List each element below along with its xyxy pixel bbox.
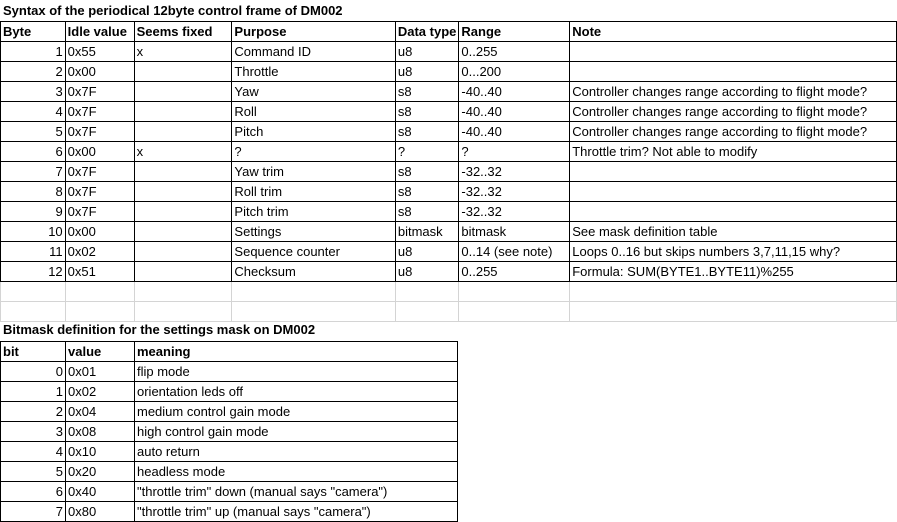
table-row bbox=[1, 82, 897, 102]
empty-cell[interactable] bbox=[134, 302, 232, 322]
idle-value-cell[interactable]: 0x55 bbox=[65, 42, 134, 62]
bit-cell[interactable]: 6 bbox=[1, 482, 66, 502]
data-type-cell[interactable]: s8 bbox=[395, 102, 459, 122]
seems-fixed-cell[interactable] bbox=[134, 122, 232, 142]
purpose-cell[interactable]: Roll bbox=[232, 102, 395, 122]
table-row bbox=[1, 262, 897, 282]
purpose-header[interactable]: Purpose bbox=[232, 22, 395, 42]
seems-fixed-cell[interactable] bbox=[134, 82, 232, 102]
range-cell[interactable]: 0...200 bbox=[459, 62, 570, 82]
idle-value-cell[interactable]: 0x7F bbox=[65, 102, 134, 122]
meaning-header[interactable]: meaning bbox=[135, 342, 458, 362]
table-row bbox=[1, 462, 458, 482]
bit-cell[interactable]: 0 bbox=[1, 362, 66, 382]
idle-value-cell[interactable]: 0x00 bbox=[65, 62, 134, 82]
table-row bbox=[1, 402, 458, 422]
note-header[interactable]: Note bbox=[570, 22, 897, 42]
empty-cell[interactable] bbox=[570, 282, 897, 302]
bit-cell[interactable]: 2 bbox=[1, 402, 66, 422]
value-cell[interactable]: 0x10 bbox=[66, 442, 135, 462]
data-type-cell[interactable]: u8 bbox=[395, 242, 459, 262]
range-cell[interactable]: -40..40 bbox=[459, 102, 570, 122]
note-cell[interactable] bbox=[570, 182, 897, 202]
seems-fixed-cell[interactable] bbox=[134, 242, 232, 262]
bit-cell[interactable]: 1 bbox=[1, 382, 66, 402]
data-type-cell[interactable]: bitmask bbox=[395, 222, 459, 242]
value-cell[interactable]: 0x08 bbox=[66, 422, 135, 442]
purpose-cell[interactable]: Throttle bbox=[232, 62, 395, 82]
note-cell[interactable]: Formula: SUM(BYTE1..BYTE11)%255 bbox=[570, 262, 897, 282]
bit-cell[interactable]: 5 bbox=[1, 462, 66, 482]
meaning-cell[interactable]: "throttle trim" down (manual says "camera") bbox=[135, 482, 458, 502]
idle-value-cell[interactable]: 0x7F bbox=[65, 122, 134, 142]
empty-cell[interactable] bbox=[1, 302, 66, 322]
note-cell[interactable]: Controller changes range according to flight mode? bbox=[570, 102, 897, 122]
idle-value-cell[interactable]: 0x7F bbox=[65, 82, 134, 102]
data-type-cell[interactable]: s8 bbox=[395, 182, 459, 202]
data-type-header[interactable]: Data type bbox=[395, 22, 459, 42]
table-row bbox=[1, 42, 897, 62]
byte-cell[interactable]: 11 bbox=[1, 242, 66, 262]
byte-cell[interactable]: 9 bbox=[1, 202, 66, 222]
meaning-cell[interactable]: headless mode bbox=[135, 462, 458, 482]
seems-fixed-cell[interactable] bbox=[134, 102, 232, 122]
meaning-cell[interactable]: "throttle trim" up (manual says "camera") bbox=[135, 502, 458, 522]
byte-cell[interactable]: 5 bbox=[1, 122, 66, 142]
purpose-cell[interactable]: Roll trim bbox=[232, 182, 395, 202]
note-cell[interactable]: See mask definition table bbox=[570, 222, 897, 242]
data-type-cell[interactable]: ? bbox=[395, 142, 459, 162]
seems-fixed-cell[interactable] bbox=[134, 162, 232, 182]
range-cell[interactable]: ? bbox=[459, 142, 570, 162]
table-row bbox=[1, 362, 458, 382]
value-cell[interactable]: 0x02 bbox=[66, 382, 135, 402]
table-row bbox=[1, 102, 897, 122]
byte-cell[interactable]: 7 bbox=[1, 162, 66, 182]
idle-value-cell[interactable]: 0x51 bbox=[65, 262, 134, 282]
range-cell[interactable]: -32..32 bbox=[459, 162, 570, 182]
meaning-cell[interactable]: high control gain mode bbox=[135, 422, 458, 442]
seems-fixed-cell[interactable]: x bbox=[134, 42, 232, 62]
idle-value-cell[interactable]: 0x02 bbox=[65, 242, 134, 262]
byte-cell[interactable]: 10 bbox=[1, 222, 66, 242]
purpose-cell[interactable]: Yaw trim bbox=[232, 162, 395, 182]
note-cell[interactable]: Loops 0..16 but skips numbers 3,7,11,15 why? bbox=[570, 242, 897, 262]
empty-cell[interactable] bbox=[65, 282, 134, 302]
byte-cell[interactable]: 8 bbox=[1, 182, 66, 202]
seems-fixed-cell[interactable] bbox=[134, 202, 232, 222]
value-cell[interactable]: 0x40 bbox=[66, 482, 135, 502]
bitmask-table-title: Bitmask definition for the settings mask on DM002 bbox=[3, 322, 316, 337]
byte-cell[interactable]: 1 bbox=[1, 42, 66, 62]
note-cell[interactable]: Controller changes range according to flight mode? bbox=[570, 82, 897, 102]
bit-header[interactable]: bit bbox=[1, 342, 66, 362]
table-row bbox=[1, 62, 897, 82]
seems-fixed-cell[interactable]: x bbox=[134, 142, 232, 162]
table-row bbox=[1, 242, 897, 262]
value-cell[interactable]: 0x04 bbox=[66, 402, 135, 422]
seems-fixed-header[interactable]: Seems fixed bbox=[134, 22, 232, 42]
purpose-cell[interactable]: Pitch trim bbox=[232, 202, 395, 222]
range-cell[interactable]: 0..14 (see note) bbox=[459, 242, 570, 262]
range-cell[interactable]: bitmask bbox=[459, 222, 570, 242]
note-cell[interactable]: Throttle trim? Not able to modify bbox=[570, 142, 897, 162]
value-cell[interactable]: 0x01 bbox=[66, 362, 135, 382]
table-row bbox=[1, 482, 458, 502]
data-type-cell[interactable]: s8 bbox=[395, 162, 459, 182]
frame-table-title: Syntax of the periodical 12byte control frame of DM002 bbox=[3, 3, 343, 18]
table-row bbox=[1, 382, 458, 402]
value-cell[interactable]: 0x80 bbox=[66, 502, 135, 522]
empty-cell[interactable] bbox=[459, 282, 570, 302]
seems-fixed-cell[interactable] bbox=[134, 222, 232, 242]
note-cell[interactable]: Controller changes range according to flight mode? bbox=[570, 122, 897, 142]
seems-fixed-cell[interactable] bbox=[134, 262, 232, 282]
empty-cell[interactable] bbox=[395, 282, 459, 302]
value-header[interactable]: value bbox=[66, 342, 135, 362]
seems-fixed-cell[interactable] bbox=[134, 62, 232, 82]
purpose-cell[interactable]: Pitch bbox=[232, 122, 395, 142]
byte-cell[interactable]: 2 bbox=[1, 62, 66, 82]
table-row bbox=[1, 222, 897, 242]
empty-cell[interactable] bbox=[134, 282, 232, 302]
purpose-cell[interactable]: Checksum bbox=[232, 262, 395, 282]
table-row bbox=[1, 502, 458, 522]
table-row bbox=[1, 142, 897, 162]
idle-value-cell[interactable]: 0x7F bbox=[65, 162, 134, 182]
empty-cell[interactable] bbox=[570, 302, 897, 322]
note-cell[interactable] bbox=[570, 42, 897, 62]
byte-cell[interactable]: 12 bbox=[1, 262, 66, 282]
range-cell[interactable]: -40..40 bbox=[459, 82, 570, 102]
purpose-cell[interactable]: Settings bbox=[232, 222, 395, 242]
value-cell[interactable]: 0x20 bbox=[66, 462, 135, 482]
meaning-cell[interactable]: orientation leds off bbox=[135, 382, 458, 402]
bit-cell[interactable]: 7 bbox=[1, 502, 66, 522]
meaning-cell[interactable]: auto return bbox=[135, 442, 458, 462]
data-type-cell[interactable]: u8 bbox=[395, 262, 459, 282]
data-type-cell[interactable]: s8 bbox=[395, 202, 459, 222]
header-row bbox=[1, 342, 458, 362]
range-header[interactable]: Range bbox=[459, 22, 570, 42]
table-row bbox=[1, 122, 897, 142]
range-cell[interactable]: 0..255 bbox=[459, 42, 570, 62]
bitmask-table bbox=[0, 341, 458, 522]
empty-row bbox=[1, 282, 897, 302]
purpose-cell[interactable]: Command ID bbox=[232, 42, 395, 62]
byte-cell[interactable]: 4 bbox=[1, 102, 66, 122]
idle-value-header[interactable]: Idle value bbox=[65, 22, 134, 42]
note-cell[interactable] bbox=[570, 62, 897, 82]
note-cell[interactable] bbox=[570, 202, 897, 222]
empty-cell[interactable] bbox=[1, 282, 66, 302]
range-cell[interactable]: -40..40 bbox=[459, 122, 570, 142]
byte-cell[interactable]: 6 bbox=[1, 142, 66, 162]
data-type-cell[interactable]: s8 bbox=[395, 122, 459, 142]
empty-cell[interactable] bbox=[459, 302, 570, 322]
table-row bbox=[1, 162, 897, 182]
purpose-cell[interactable]: Sequence counter bbox=[232, 242, 395, 262]
header-row bbox=[1, 22, 897, 42]
byte-header[interactable]: Byte bbox=[1, 22, 66, 42]
meaning-cell[interactable]: flip mode bbox=[135, 362, 458, 382]
range-cell[interactable]: -32..32 bbox=[459, 202, 570, 222]
table-row bbox=[1, 202, 897, 222]
idle-value-cell[interactable]: 0x7F bbox=[65, 202, 134, 222]
empty-cell[interactable] bbox=[65, 302, 134, 322]
table-row bbox=[1, 182, 897, 202]
idle-value-cell[interactable]: 0x00 bbox=[65, 222, 134, 242]
data-type-cell[interactable]: u8 bbox=[395, 42, 459, 62]
byte-cell[interactable]: 3 bbox=[1, 82, 66, 102]
table-row bbox=[1, 422, 458, 442]
empty-cell[interactable] bbox=[232, 302, 395, 322]
idle-value-cell[interactable]: 0x00 bbox=[65, 142, 134, 162]
empty-cell[interactable] bbox=[395, 302, 459, 322]
bit-cell[interactable]: 3 bbox=[1, 422, 66, 442]
data-type-cell[interactable]: s8 bbox=[395, 82, 459, 102]
range-cell[interactable]: -32..32 bbox=[459, 182, 570, 202]
note-cell[interactable] bbox=[570, 162, 897, 182]
bit-cell[interactable]: 4 bbox=[1, 442, 66, 462]
meaning-cell[interactable]: medium control gain mode bbox=[135, 402, 458, 422]
idle-value-cell[interactable]: 0x7F bbox=[65, 182, 134, 202]
table-row bbox=[1, 442, 458, 462]
frame-table bbox=[0, 21, 897, 322]
data-type-cell[interactable]: u8 bbox=[395, 62, 459, 82]
purpose-cell[interactable]: Yaw bbox=[232, 82, 395, 102]
empty-row bbox=[1, 302, 897, 322]
seems-fixed-cell[interactable] bbox=[134, 182, 232, 202]
range-cell[interactable]: 0..255 bbox=[459, 262, 570, 282]
purpose-cell[interactable]: ? bbox=[232, 142, 395, 162]
empty-cell[interactable] bbox=[232, 282, 395, 302]
